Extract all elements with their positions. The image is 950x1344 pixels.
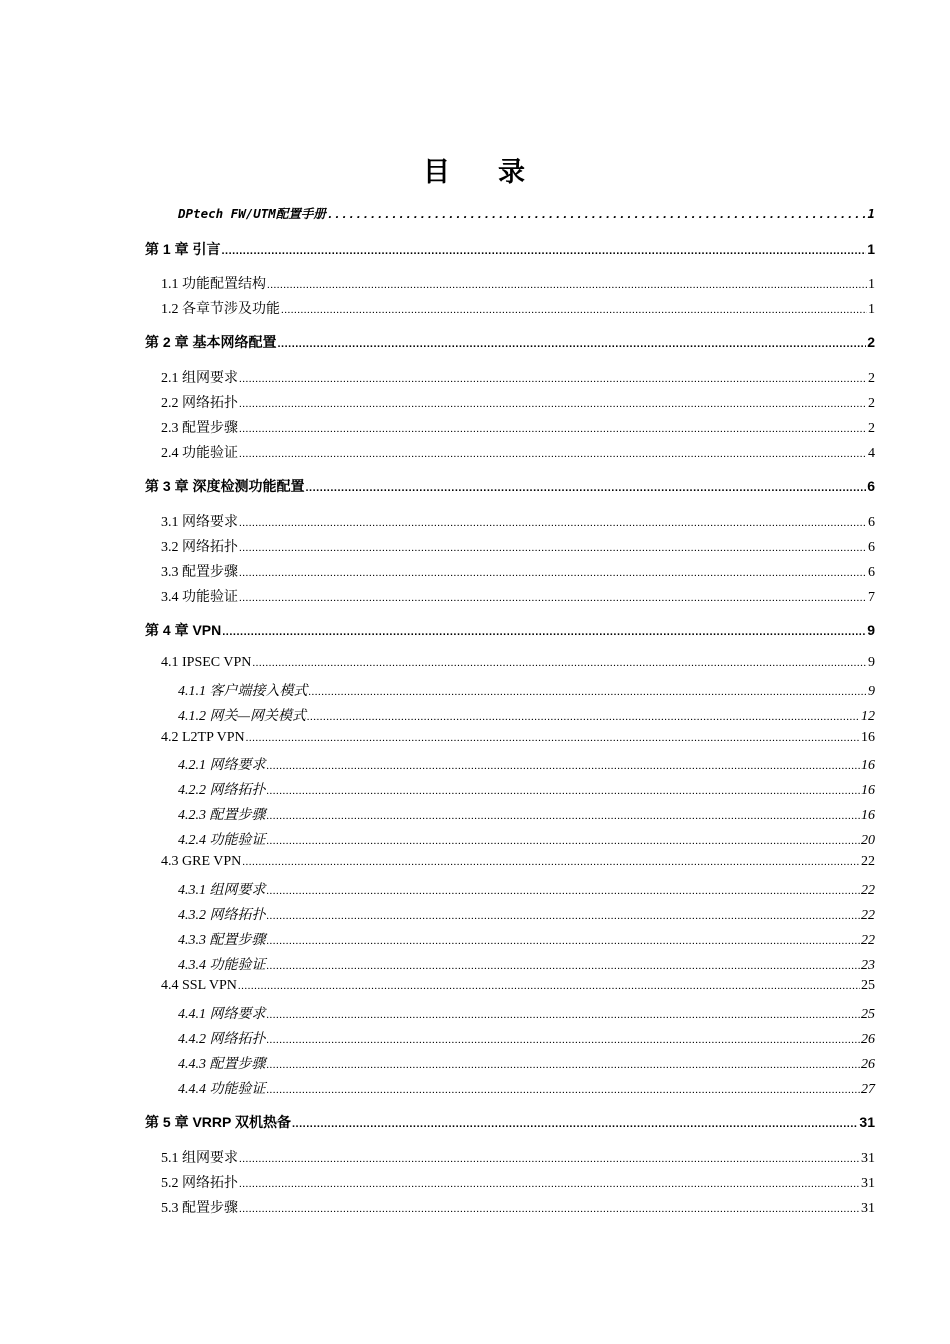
toc-entry[interactable] <box>161 978 875 994</box>
toc-entry[interactable] <box>145 476 875 496</box>
toc-entry[interactable] <box>161 511 875 531</box>
toc-entry-text: 4.4.3 配置步骤 <box>178 1057 266 1072</box>
toc-entry-text: 4.1.1 客户端接入模式 <box>178 684 308 699</box>
toc-entry-page: 6 <box>867 478 875 494</box>
toc-entry-page: 22 <box>861 883 875 898</box>
toc-entry-text: 4.4.1 网络要求 <box>178 1007 266 1022</box>
toc-entry-page: 2 <box>868 371 875 386</box>
toc-entry-text: 4.1 IPSEC VPN <box>161 655 252 670</box>
toc-entry[interactable] <box>178 804 875 824</box>
toc-entry-page: 16 <box>861 783 875 798</box>
toc-entry[interactable] <box>161 586 875 606</box>
toc-entry-page: 9 <box>868 684 875 699</box>
toc-entry-page: 2 <box>868 421 875 436</box>
toc-entry-page: 16 <box>861 758 875 773</box>
toc-entry[interactable] <box>178 1078 875 1098</box>
toc-entry[interactable] <box>178 954 875 974</box>
toc-entry-page: 9 <box>868 655 875 670</box>
toc-entry[interactable] <box>178 929 875 949</box>
toc-entry[interactable] <box>145 239 875 259</box>
toc-entry[interactable] <box>161 298 875 318</box>
toc-entry-page: 25 <box>861 1007 875 1022</box>
toc-entry-page: 31 <box>861 1151 875 1166</box>
toc-entry-page: 1 <box>868 302 875 317</box>
toc-entry[interactable] <box>178 829 875 849</box>
toc-entry[interactable] <box>161 854 875 870</box>
toc-entry-text: 5.3 配置步骤 <box>161 1201 238 1216</box>
toc-entry[interactable] <box>178 204 875 222</box>
toc-entry[interactable] <box>161 1172 875 1192</box>
toc-entry-page: 2 <box>867 334 875 350</box>
toc-entry-page: 1 <box>868 277 875 292</box>
toc-entry-text: 1.1 功能配置结构 <box>161 277 266 292</box>
toc-entry-page: 31 <box>859 1114 875 1130</box>
toc-entry-page: 26 <box>861 1032 875 1047</box>
toc-entry[interactable] <box>161 536 875 556</box>
toc-entry-text: 4.2.2 网络拓扑 <box>178 783 266 798</box>
toc-entry-page: 20 <box>861 833 875 848</box>
toc-entry-page: 31 <box>861 1176 875 1191</box>
toc-entry[interactable] <box>145 332 875 352</box>
toc-entry-text: 2.4 功能验证 <box>161 446 238 461</box>
toc-title-left: 目 <box>423 157 452 188</box>
toc-entry-text: 4.3.3 配置步骤 <box>178 933 266 948</box>
toc-entry-page: 22 <box>861 908 875 923</box>
toc-entry-text: 3.3 配置步骤 <box>161 565 238 580</box>
toc-entry-page: 7 <box>868 590 875 605</box>
toc-entry-text: 4.4.2 网络拓扑 <box>178 1032 266 1047</box>
toc-entry-page: 6 <box>868 540 875 555</box>
toc-entry-text: 4.3.4 功能验证 <box>178 958 266 973</box>
toc-entry-text: 3.2 网络拓扑 <box>161 540 238 555</box>
toc-entry[interactable] <box>161 417 875 437</box>
toc-entry-page: 1 <box>867 241 875 257</box>
toc-entry-text: 1.2 各章节涉及功能 <box>161 302 280 317</box>
toc-entry-text: 4.2.1 网络要求 <box>178 758 266 773</box>
toc-entry-page: 6 <box>868 565 875 580</box>
toc-entry-text: 5.1 组网要求 <box>161 1151 238 1166</box>
toc-entry-page: 12 <box>861 709 875 724</box>
toc-entry[interactable] <box>178 879 875 899</box>
toc-entry[interactable] <box>178 705 875 725</box>
toc-entry-text: 2.2 网络拓扑 <box>161 396 238 411</box>
toc-entry-page: 9 <box>867 622 875 638</box>
toc-entry[interactable] <box>161 1197 875 1217</box>
toc-entry[interactable] <box>178 680 875 700</box>
toc-entry-text: DPtech FW/UTM配置手册 <box>178 206 326 221</box>
toc-entry[interactable] <box>161 730 875 746</box>
toc-entry[interactable] <box>161 442 875 462</box>
toc-entry-text: 4.3.2 网络拓扑 <box>178 908 266 923</box>
toc-entry-text: 2.3 配置步骤 <box>161 421 238 436</box>
toc-entry-page: 16 <box>861 808 875 823</box>
toc-entry-page: 2 <box>868 396 875 411</box>
toc-entry-text: 第 5 章 VRRP 双机热备 <box>145 1114 291 1130</box>
toc-entry[interactable] <box>161 561 875 581</box>
toc-entry-text: 第 2 章 基本网络配置 <box>145 334 277 350</box>
toc-entry[interactable] <box>178 1053 875 1073</box>
toc-entry-text: 2.1 组网要求 <box>161 371 238 386</box>
toc-entry[interactable] <box>178 904 875 924</box>
toc-entry-page: 6 <box>868 515 875 530</box>
toc-entry[interactable] <box>178 1028 875 1048</box>
toc-entry[interactable] <box>161 367 875 387</box>
toc-entry-page: 27 <box>861 1082 875 1097</box>
toc-title <box>0 150 950 189</box>
toc-entry-text: 3.4 功能验证 <box>161 590 238 605</box>
toc-entry-text: 4.2.4 功能验证 <box>178 833 266 848</box>
toc-entry-text: 第 4 章 VPN <box>145 622 222 638</box>
toc-entry-text: 4.4.4 功能验证 <box>178 1082 266 1097</box>
toc-entry-page: 31 <box>861 1201 875 1216</box>
toc-entry-page: 1 <box>867 206 875 221</box>
toc-entry[interactable] <box>161 655 875 671</box>
toc-entry-text: 4.2 L2TP VPN <box>161 730 245 745</box>
toc-entry-page: 22 <box>861 854 875 869</box>
toc-entry[interactable] <box>145 1112 875 1132</box>
toc-entry-page: 16 <box>861 730 875 745</box>
toc-entry[interactable] <box>161 1147 875 1167</box>
toc-entry-page: 25 <box>861 978 875 993</box>
toc-entry[interactable] <box>178 1003 875 1023</box>
toc-entry-text: 4.3.1 组网要求 <box>178 883 266 898</box>
toc-entry-text: 5.2 网络拓扑 <box>161 1176 238 1191</box>
toc-entry[interactable] <box>161 392 875 412</box>
toc-entry-text: 4.1.2 网关—网关模式 <box>178 709 306 724</box>
toc-entry[interactable] <box>178 754 875 774</box>
toc-entry-page: 22 <box>861 933 875 948</box>
toc-entry[interactable] <box>161 273 875 293</box>
toc-entry-text: 4.2.3 配置步骤 <box>178 808 266 823</box>
toc-entry-text: 4.3 GRE VPN <box>161 854 242 869</box>
toc-entry[interactable] <box>145 620 875 640</box>
toc-title-right: 录 <box>498 157 527 188</box>
toc-entry-page: 23 <box>861 958 875 973</box>
toc-entry-page: 4 <box>868 446 875 461</box>
toc-entry-text: 3.1 网络要求 <box>161 515 238 530</box>
toc-entry-text: 4.4 SSL VPN <box>161 978 237 993</box>
toc-entry-page: 26 <box>861 1057 875 1072</box>
toc-entry[interactable] <box>178 779 875 799</box>
toc-entry-text: 第 3 章 深度检测功能配置 <box>145 478 305 494</box>
toc-entry-text: 第 1 章 引言 <box>145 241 221 257</box>
